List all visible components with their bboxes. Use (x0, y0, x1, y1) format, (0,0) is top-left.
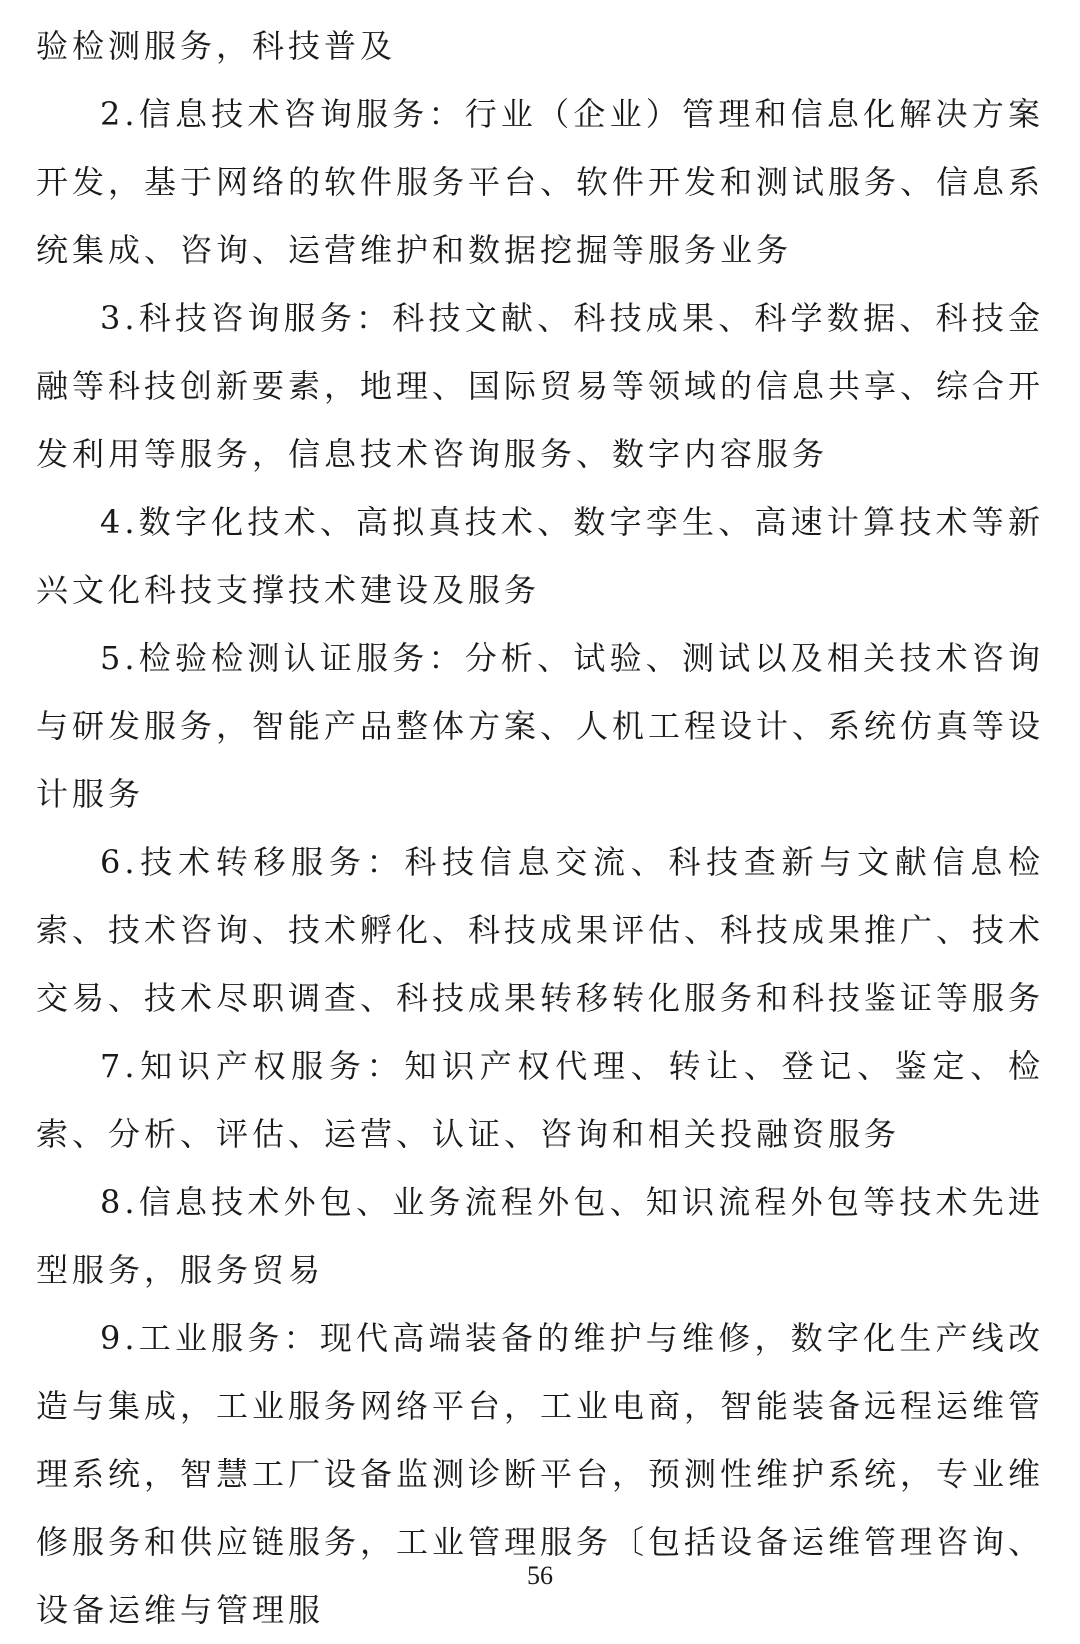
paragraph-item-7: 7.知识产权服务：知识产权代理、转让、登记、鉴定、检索、分析、评估、运营、认证、咨询和相关投融资服务 (36, 1047, 1044, 1153)
paragraph-item-4: 4.数字化技术、高拟真技术、数字孪生、高速计算技术等新兴文化科技支撑技术建设及服务 (36, 503, 1044, 609)
page-number: 56 (527, 1561, 553, 1590)
paragraph-item-9: 9.工业服务：现代高端装备的维护与维修，数字化生产线改造与集成，工业服务网络平台，工业电商，智能装备远程运维管理系统，智慧工厂设备监测诊断平台，预测性维护系统，专业维修服务和供应链服务，工业管理服务〔包括设备运维管理咨询、设备运维与管理服 (36, 1319, 1045, 1629)
paragraph-item-5: 5.检验检测认证服务：分析、试验、测试以及相关技术咨询与研发服务，智能产品整体方案、人机工程设计、系统仿真等设计服务 (36, 639, 1045, 813)
paragraph-item-3: 3.科技咨询服务：科技文献、科技成果、科学数据、科技金融等科技创新要素，地理、国际贸易等领域的信息共享、综合开发利用等服务，信息技术咨询服务、数字内容服务 (36, 299, 1045, 473)
paragraph-item-8: 8.信息技术外包、业务流程外包、知识流程外包等技术先进型服务，服务贸易 (36, 1183, 1044, 1289)
paragraph-item-2: 2.信息技术咨询服务：行业（企业）管理和信息化解决方案开发，基于网络的软件服务平台、软件开发和测试服务、信息系统集成、咨询、运营维护和数据挖掘等服务业务 (36, 95, 1045, 269)
paragraph-item-6: 6.技术转移服务：科技信息交流、科技查新与文献信息检索、技术咨询、技术孵化、科技成果评估、科技成果推广、技术交易、技术尽职调查、科技成果转移转化服务和科技鉴证等服务 (36, 843, 1045, 1017)
paragraph-continuation: 验检测服务，科技普及 (36, 27, 397, 65)
document-body (36, 12, 1044, 1644)
